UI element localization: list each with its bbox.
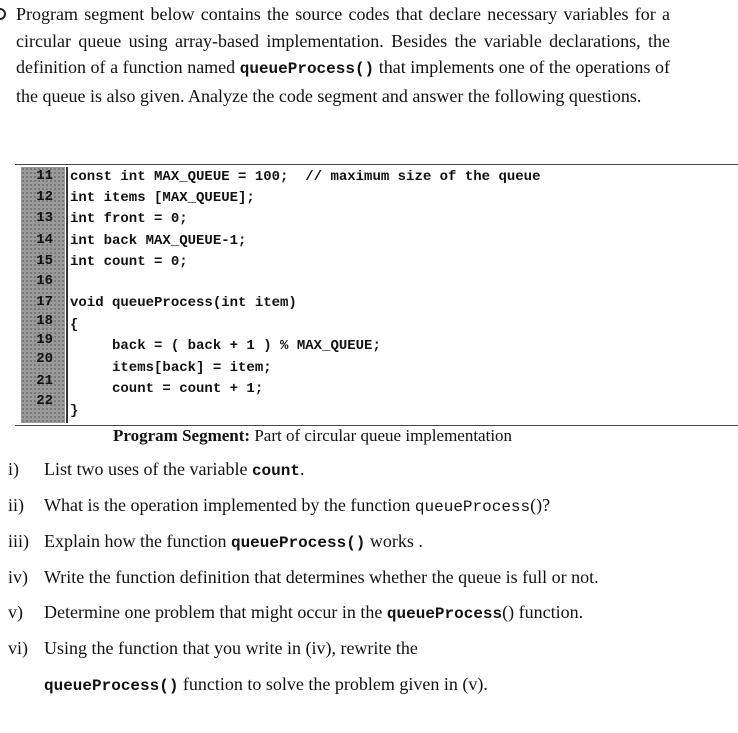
question-number: v) [8,602,23,622]
question-text: List two uses of the variable [44,459,252,479]
question-intro [16,1,670,109]
question-text: Write the function definition that determines whether the queue is full or not. [44,567,599,587]
question-code: queueProcess() [230,534,366,552]
question-continuation [44,673,488,697]
caption-label: Program Segment: [113,426,251,445]
line-number: 15 [36,253,53,269]
line-number: 16 [36,273,53,289]
line-number: 20 [36,351,53,367]
question-text-end: function to solve the problem given in (v). [178,674,488,694]
question-number: ii) [8,495,24,515]
question-text: What is the operation implemented by the function [44,495,415,515]
question-text: Explain how the function [44,531,231,551]
line-number: 11 [36,168,53,184]
intro-function-name: queueProcess() [239,60,375,78]
line-number: 14 [36,232,53,248]
code-line: } [70,403,79,419]
line-number: 17 [36,294,53,310]
question-number: i) [8,459,19,479]
intro-text-1: Program segment below contains the source codes that declare necessary variables for a circular queue using array-based implementation. Besides the variable declarations, the definition of a function named [16,4,670,77]
bullet-icon [0,8,6,20]
question-code: queueProcess() [44,677,179,695]
question-code: count [251,462,300,480]
code-line: back = ( back + 1 ) % MAX_QUEUE; [70,338,381,354]
question-code: queueProcess [386,605,503,623]
code-line: void queueProcess(int item) [70,295,297,311]
line-number: 19 [36,332,53,348]
code-line: int count = 0; [70,254,188,270]
question-text: Determine one problem that might occur in the [44,602,387,622]
question-number: iv) [8,567,28,587]
code-line: int back MAX_QUEUE-1; [70,233,247,249]
code-line: const int MAX_QUEUE = 100; // maximum size of the queue [70,169,541,185]
question-number: vi) [8,638,28,658]
line-number: 13 [36,210,53,226]
question-number: iii) [8,531,29,551]
question-text: Using the function that you write in (iv), rewrite the [44,638,418,658]
code-line: count = count + 1; [70,381,264,397]
code-line: int items [MAX_QUEUE]; [70,190,255,206]
line-number: 12 [36,189,53,205]
line-number: 22 [36,393,53,409]
gutter-divider [66,167,68,423]
question-text-end: () function. [502,602,584,622]
question-text-end: works . [365,531,423,551]
code-line: items[back] = item; [70,360,272,376]
caption-text: Part of circular queue implementation [250,426,513,445]
line-number: 21 [36,373,53,389]
code-line: { [70,317,79,333]
question-code: queueProcess [414,498,531,516]
question-text-end: ()? [530,495,551,515]
question-text-end: . [299,459,305,479]
program-segment-caption [113,426,512,446]
intro-text-2: that implements one of the operations of the queue is also given. Analyze the code segment and answer the following questions. [16,57,670,106]
program-segment [15,164,738,426]
code-line: int front = 0; [70,211,188,227]
line-number: 18 [36,313,53,329]
